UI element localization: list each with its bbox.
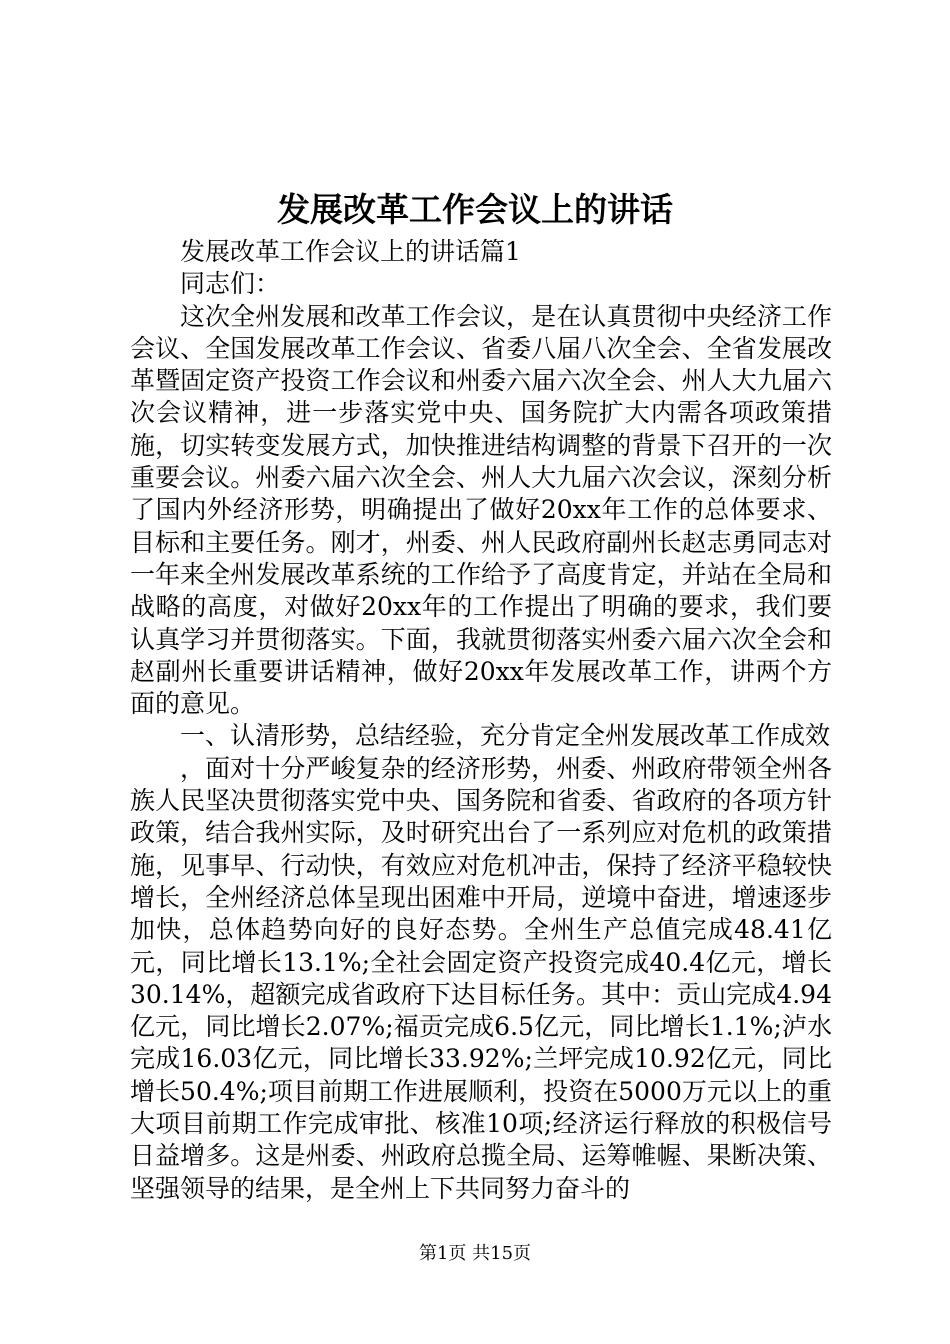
body-paragraph: 这次全州发展和改革工作会议，是在认真贯彻中央经济工作会议、全国发展改革工作会议、省委八届八次全会、全省发展改革暨固定资产投资工作会议和州委六届六次全会、州人大九届六次会议精神，进一步落实党中央、国务院扩大内需各项政策措施，切实转变发展方式，加快推进结构调整的背景下召开的一次重要会议。州委六届六次全会、州人大九届六次会议，深刻分析了国内外经济形势，明确提出了做好20xx年工作的总体要求、目标和主要任务。刚才，州委、州人民政府副州长赵志勇同志对一年来全州发展改革系统的工作给予了高度肯定，并站在全局和战略的高度，对做好20xx年的工作提出了明确的要求，我们要认真学习并贯彻落实。下面，我就贯彻落实州委六届六次全会和赵副州长重要讲话精神，做好20xx年发展改革工作，讲两个方面的意见。 [130,301,832,719]
document-title: 发展改革工作会议上的讲话 [277,190,673,229]
body-paragraph: ，面对十分严峻复杂的经济形势，州委、州政府带领全州各族人民坚决贯彻落实党中央、国务院和省委、省政府的各项方针政策，结合我州实际，及时研究出台了一系列应对危机的政策措施，见事早、行动快，有效应对危机冲击，保持了经济平稳较快增长，全州经济总体呈现出困难中开局，逆境中奋进，增速逐步加快，总体趋势向好的良好态势。全州生产总值完成48.41亿元，同比增长13.1%;全社会固定资产投资完成40.4亿元，增长30.14%，超额完成省政府下达目标任务。其中：贡山完成4.94亿元，同比增长2.07%;福贡完成6.5亿元，同比增长1.1%;泸水完成16.03亿元，同比增长33.92%;兰坪完成10.92亿元，同比增长50.4%;项目前期工作进展顺利，投资在5000万元以上的重大项目前期工作完成审批、核准10项;经济运行释放的积极信号日益增多。这是州委、州政府总揽全局、运筹帷幄、果断决策、坚强领导的结果，是全州上下共同努力奋斗的 [130,753,832,1203]
subsection-heading: 一、认清形势，总结经验，充分肯定全州发展改革工作成效 [180,721,831,751]
page-footer: 第1页 共15页 [418,1243,532,1264]
salutation: 同志们： [180,269,281,299]
document-body [130,236,832,1205]
section-heading: 发展改革工作会议上的讲话篇1 [180,237,521,266]
